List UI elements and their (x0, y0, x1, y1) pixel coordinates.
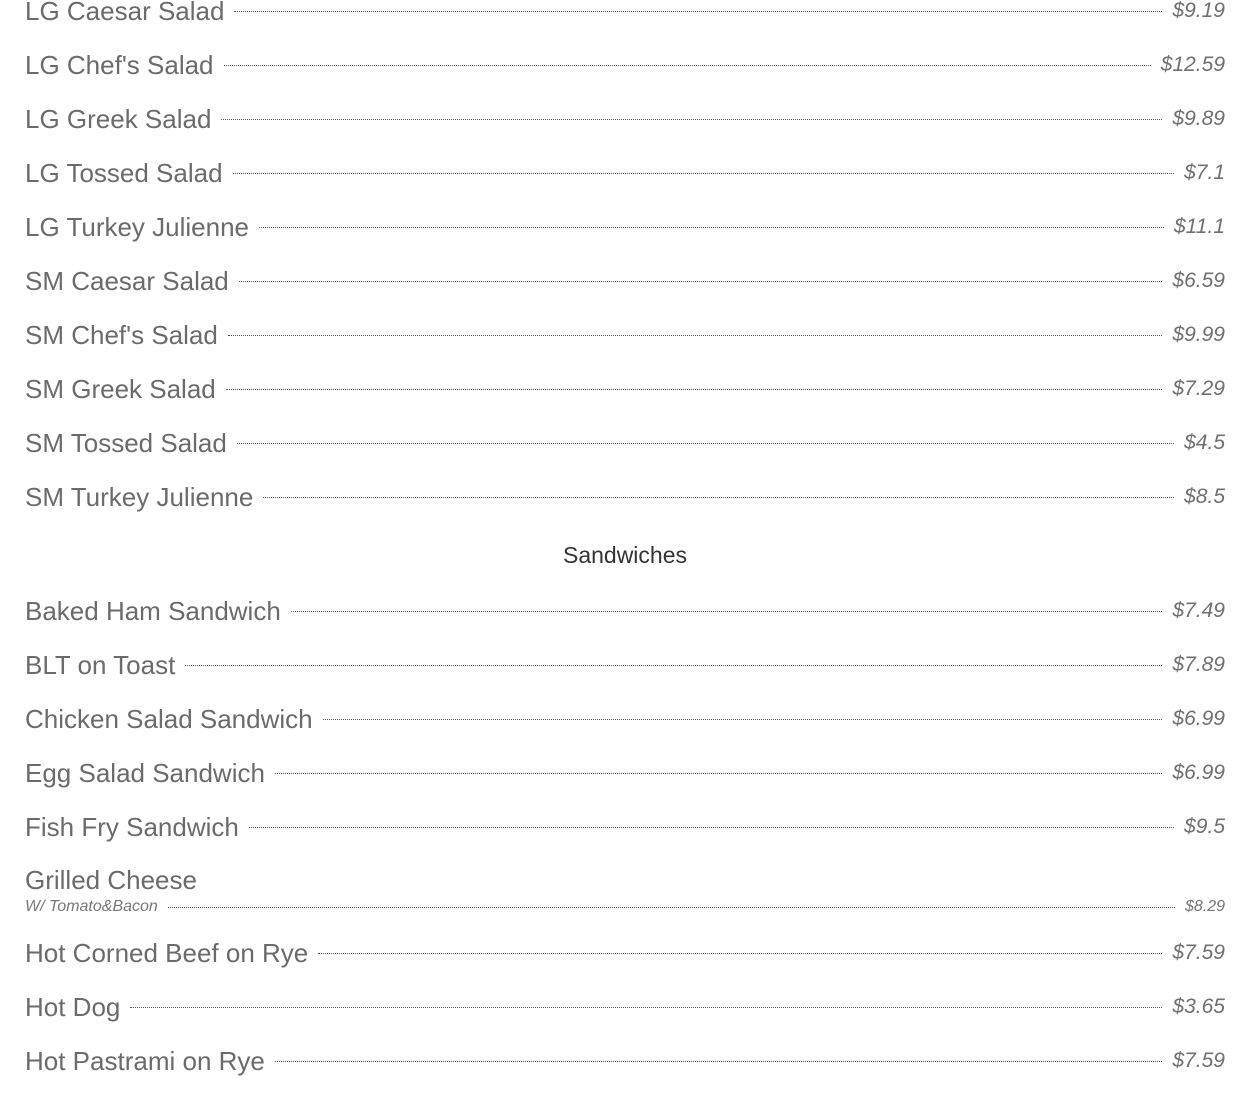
dotted-leader (323, 719, 1163, 720)
menu-item-name: Hot Corned Beef on Rye (25, 937, 309, 968)
menu-item-name: BLT on Toast (25, 649, 176, 680)
menu-item[interactable] (25, 638, 1225, 692)
dotted-leader (130, 1007, 1162, 1008)
menu-list (25, 0, 1225, 1088)
dotted-leader (249, 827, 1174, 828)
menu-item-name: Grilled Cheese (25, 865, 197, 895)
menu-item[interactable] (25, 38, 1225, 92)
menu-item-price: $6.99 (1172, 761, 1225, 784)
menu-item[interactable] (25, 362, 1225, 416)
menu-item[interactable] (25, 200, 1225, 254)
menu-item[interactable] (25, 1034, 1225, 1088)
dotted-leader (234, 11, 1162, 12)
menu-item-price: $7.29 (1172, 377, 1225, 400)
menu-item-price: $9.99 (1172, 323, 1225, 346)
menu-item-name: LG Caesar Salad (25, 0, 225, 26)
dotted-leader (233, 173, 1175, 174)
menu-item-name: Fish Fry Sandwich (25, 811, 239, 842)
menu-item-name: SM Turkey Julienne (25, 481, 254, 512)
menu-item-price: $7.49 (1172, 599, 1225, 622)
menu-item-detail-line (25, 898, 1225, 916)
menu-item[interactable] (25, 470, 1225, 524)
dotted-leader (237, 443, 1174, 444)
menu-item[interactable] (25, 254, 1225, 308)
menu-item-price: $8.5 (1184, 485, 1225, 508)
menu-item[interactable] (25, 308, 1225, 362)
dotted-leader (259, 227, 1164, 228)
dotted-leader (226, 389, 1163, 390)
menu-item[interactable] (25, 416, 1225, 470)
dotted-leader (185, 665, 1162, 666)
menu-item-name: Baked Ham Sandwich (25, 595, 281, 626)
menu-item[interactable] (25, 800, 1225, 854)
menu-item[interactable] (25, 692, 1225, 746)
menu-item-name: LG Greek Salad (25, 103, 212, 134)
dotted-leader (228, 335, 1163, 336)
menu-item[interactable] (25, 746, 1225, 800)
dotted-leader (263, 497, 1174, 498)
menu-item[interactable] (25, 584, 1225, 638)
menu-item-price: $3.65 (1172, 995, 1225, 1018)
dotted-leader (275, 773, 1162, 774)
menu-item[interactable] (25, 854, 1225, 926)
dotted-leader (221, 119, 1162, 120)
dotted-leader (224, 65, 1151, 66)
menu-item-price: $9.5 (1184, 815, 1225, 838)
menu-item-name: Hot Dog (25, 991, 121, 1022)
menu-item-name: LG Tossed Salad (25, 157, 223, 188)
menu-item[interactable] (25, 980, 1225, 1034)
dotted-leader (291, 611, 1163, 612)
menu-item-price: $6.59 (1172, 269, 1225, 292)
menu-item[interactable] (25, 926, 1225, 980)
menu-item-price: $7.1 (1184, 161, 1225, 184)
menu-item[interactable] (25, 0, 1225, 38)
menu-item-name: Chicken Salad Sandwich (25, 703, 313, 734)
menu-item-price: $12.59 (1160, 53, 1225, 76)
menu-item-price: $7.59 (1172, 1049, 1225, 1072)
dotted-leader (239, 281, 1163, 282)
menu-item-price: $4.5 (1184, 431, 1225, 454)
menu-item-name: SM Caesar Salad (25, 265, 229, 296)
menu-item-name: SM Chef's Salad (25, 319, 218, 350)
menu-item-price: $7.89 (1172, 653, 1225, 676)
menu-item-price: $8.29 (1184, 898, 1225, 915)
menu-item-name: SM Greek Salad (25, 373, 216, 404)
menu-item-price: $9.89 (1172, 107, 1225, 130)
dotted-leader (275, 1061, 1163, 1062)
menu-item-name: SM Tossed Salad (25, 427, 227, 458)
menu-item-price: $6.99 (1172, 707, 1225, 730)
menu-item-description: W/ Tomato&Bacon (25, 898, 158, 915)
dotted-leader (318, 953, 1162, 954)
menu-item-price: $7.59 (1172, 941, 1225, 964)
menu-item-name: LG Turkey Julienne (25, 211, 250, 242)
section-title-sandwiches: Sandwiches (562, 541, 688, 568)
menu-item-name: Hot Pastrami on Rye (25, 1045, 265, 1076)
menu-item-name: LG Chef's Salad (25, 49, 214, 80)
menu-item[interactable] (25, 146, 1225, 200)
menu-item-price: $9.19 (1172, 0, 1225, 22)
dotted-leader (168, 907, 1175, 908)
menu-item-price: $11.1 (1174, 215, 1225, 238)
menu-item-name: Egg Salad Sandwich (25, 757, 265, 788)
menu-item[interactable] (25, 92, 1225, 146)
